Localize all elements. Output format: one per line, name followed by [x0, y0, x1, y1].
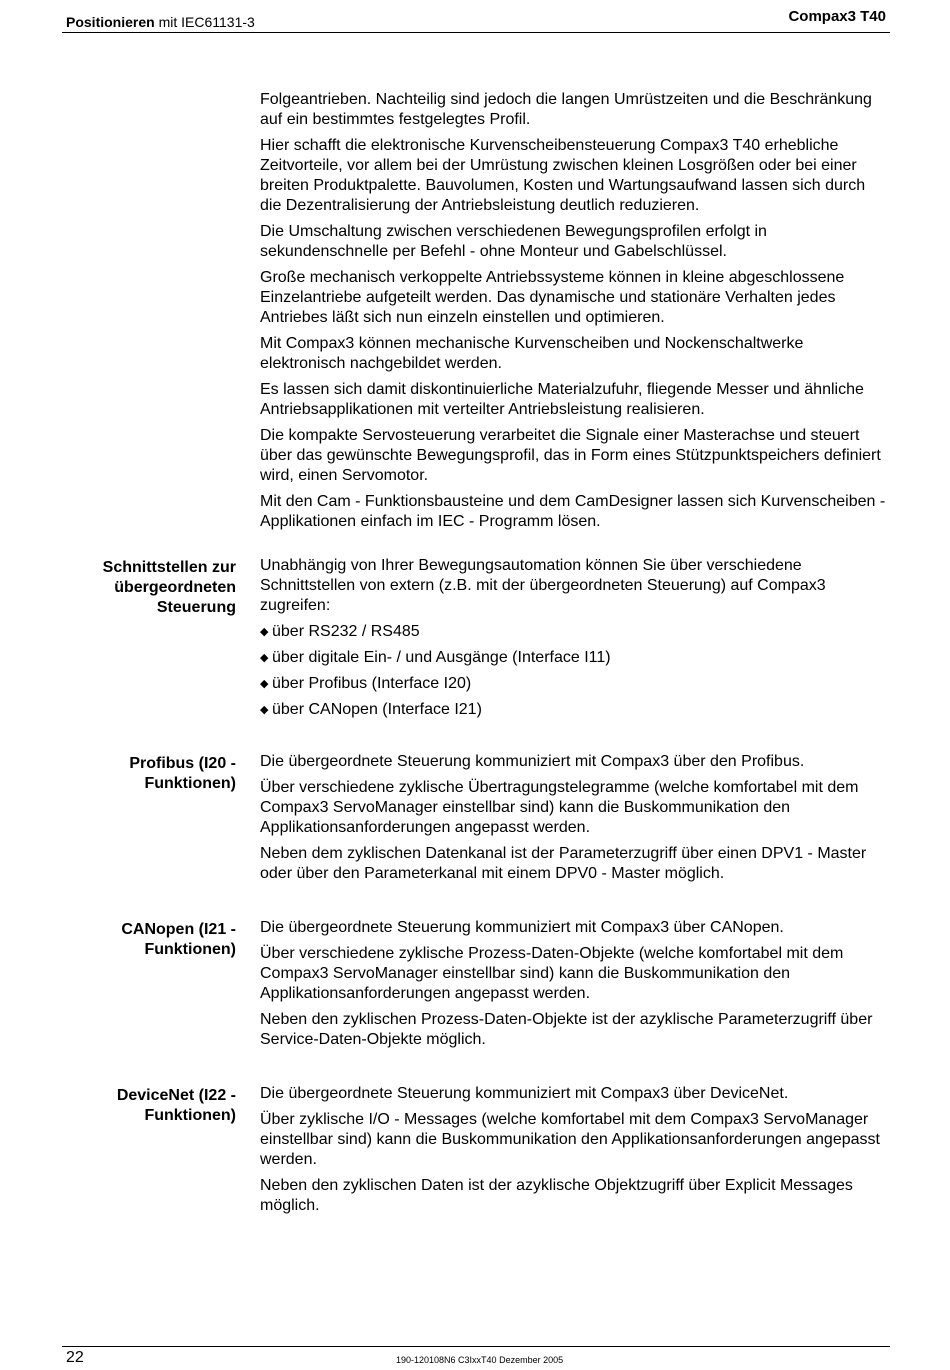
paragraph: Große mechanisch verkoppelte Antriebssysteme können in kleine abgeschlossene Einzelantriebe aufgeteilt werden. Das dynamische und stationäre Verhalten jedes Antriebes läßt sich nun einzeln einstellen und optimieren. — [260, 269, 845, 326]
header-chapter-bold: Positionieren — [66, 14, 155, 30]
paragraph: Die Umschaltung zwischen verschiedenen Bewegungsprofilen erfolgt in sekundenschnelle per Befehl - ohne Monteur und Gabelschlüssel. — [260, 223, 767, 260]
section-body — [260, 918, 890, 1056]
page-header — [62, 6, 890, 33]
section-body — [260, 752, 890, 890]
list-item: ◆ über RS232 / RS485 — [260, 623, 420, 640]
section-intro — [62, 90, 890, 538]
paragraph: Die übergeordnete Steuerung kommuniziert mit Compax3 über den Profibus. — [260, 753, 805, 770]
page-number: 22 — [66, 1349, 84, 1366]
paragraph: Neben den zyklischen Daten ist der azyklische Objektzugriff über Explicit Messages möglich. — [260, 1177, 853, 1214]
document-id: 190-120108N6 C3IxxT40 Dezember 2005 — [396, 1355, 564, 1365]
section-canopen — [62, 918, 890, 1056]
side-heading-interfaces: Schnittstellen zur übergeordneten Steuerung — [102, 559, 236, 616]
list-item: ◆ über digitale Ein- / und Ausgänge (Interface I11) — [260, 649, 611, 666]
paragraph: Mit den Cam - Funktionsbausteine und dem CamDesigner lassen sich Kurvenscheiben - Applikationen einfach im IEC - Programm lösen. — [260, 493, 886, 530]
paragraph: Die kompakte Servosteuerung verarbeitet die Signale einer Masterachse und steuert über das gewünschte Bewegungsprofil, das in Form eines Stützpunktspeichers definiert wird, einen Servomotor. — [260, 427, 881, 484]
paragraph: Über zyklische I/O - Messages (welche komfortabel mit dem Compax3 ServoManager einstellbar sind) kann die Buskommunikation den Applikationsanforderungen angepasst werden. — [260, 1111, 880, 1168]
interface-list — [260, 622, 890, 720]
section-profibus — [62, 752, 890, 890]
diamond-bullet-icon: ◆ — [260, 704, 269, 716]
section-interfaces — [62, 556, 890, 726]
side-heading-profibus: Profibus (I20 - Funktionen) — [129, 755, 236, 792]
diamond-bullet-icon: ◆ — [260, 626, 269, 638]
list-item: ◆ über Profibus (Interface I20) — [260, 675, 472, 692]
list-item: ◆ über CANopen (Interface I21) — [260, 701, 482, 718]
header-chapter-rest: mit IEC61131-3 — [154, 14, 255, 30]
paragraph: Hier schafft die elektronische Kurvenscheibensteuerung Compax3 T40 erhebliche Zeitvorteile, vor allem bei der Umrüstung zwischen kleinen Losgrößen oder bei einer breiten Produktpalette. Bauvolumen, Kosten und Wartungsaufwand lassen sich durch die Dezentralisierung der Antriebsleistung deutlich reduzieren. — [260, 137, 866, 214]
paragraph: Es lassen sich damit diskontinuierliche Materialzufuhr, fliegende Messer und ähnliche Antriebsapplikationen mit verteilter Antriebsleistung realisieren. — [260, 381, 864, 418]
header-chapter — [66, 14, 255, 30]
paragraph: Die übergeordnete Steuerung kommuniziert mit Compax3 über DeviceNet. — [260, 1085, 789, 1102]
side-heading-canopen: CANopen (I21 - Funktionen) — [121, 921, 236, 958]
paragraph: Über verschiedene zyklische Prozess-Daten-Objekte (welche komfortabel mit dem Compax3 ServoManager einstellbar sind) kann die Buskommunikation den Applikationsanforderungen angepasst werden. — [260, 945, 844, 1002]
paragraph: Die übergeordnete Steuerung kommuniziert mit Compax3 über CANopen. — [260, 919, 784, 936]
side-heading — [62, 90, 236, 538]
paragraph: Neben dem zyklischen Datenkanal ist der Parameterzugriff über einen DPV1 - Master oder über den Parameterkanal mit einem DPV0 - Master möglich. — [260, 845, 867, 882]
section-body — [260, 556, 890, 726]
page-footer — [62, 1346, 890, 1367]
page-content — [62, 90, 890, 1238]
diamond-bullet-icon: ◆ — [260, 678, 269, 690]
paragraph: Unabhängig von Ihrer Bewegungsautomation können Sie über verschiedene Schnittstellen von extern (z.B. mit der übergeordneten Steuerung) auf Compax3 zugreifen: — [260, 557, 826, 614]
paragraph: Folgeantrieben. Nachteilig sind jedoch die langen Umrüstzeiten und die Beschränkung auf ein bestimmtes festgelegtes Profil. — [260, 91, 872, 128]
header-product: Compax3 T40 — [788, 8, 886, 25]
paragraph: Mit Compax3 können mechanische Kurvenscheiben und Nockenschaltwerke elektronisch nachgebildet werden. — [260, 335, 804, 372]
side-heading-devicenet: DeviceNet (I22 - Funktionen) — [116, 1087, 236, 1124]
section-body — [260, 90, 890, 538]
diamond-bullet-icon: ◆ — [260, 652, 269, 664]
paragraph: Über verschiedene zyklische Übertragungstelegramme (welche komfortabel mit dem Compax3 ServoManager einstellbar sind) kann die Buskommunikation den Applikationsanforderungen angepasst werden. — [260, 779, 859, 836]
paragraph: Neben den zyklischen Prozess-Daten-Objekte ist der azyklische Parameterzugriff über Service-Daten-Objekte möglich. — [260, 1011, 873, 1048]
section-devicenet — [62, 1084, 890, 1222]
section-body — [260, 1084, 890, 1222]
